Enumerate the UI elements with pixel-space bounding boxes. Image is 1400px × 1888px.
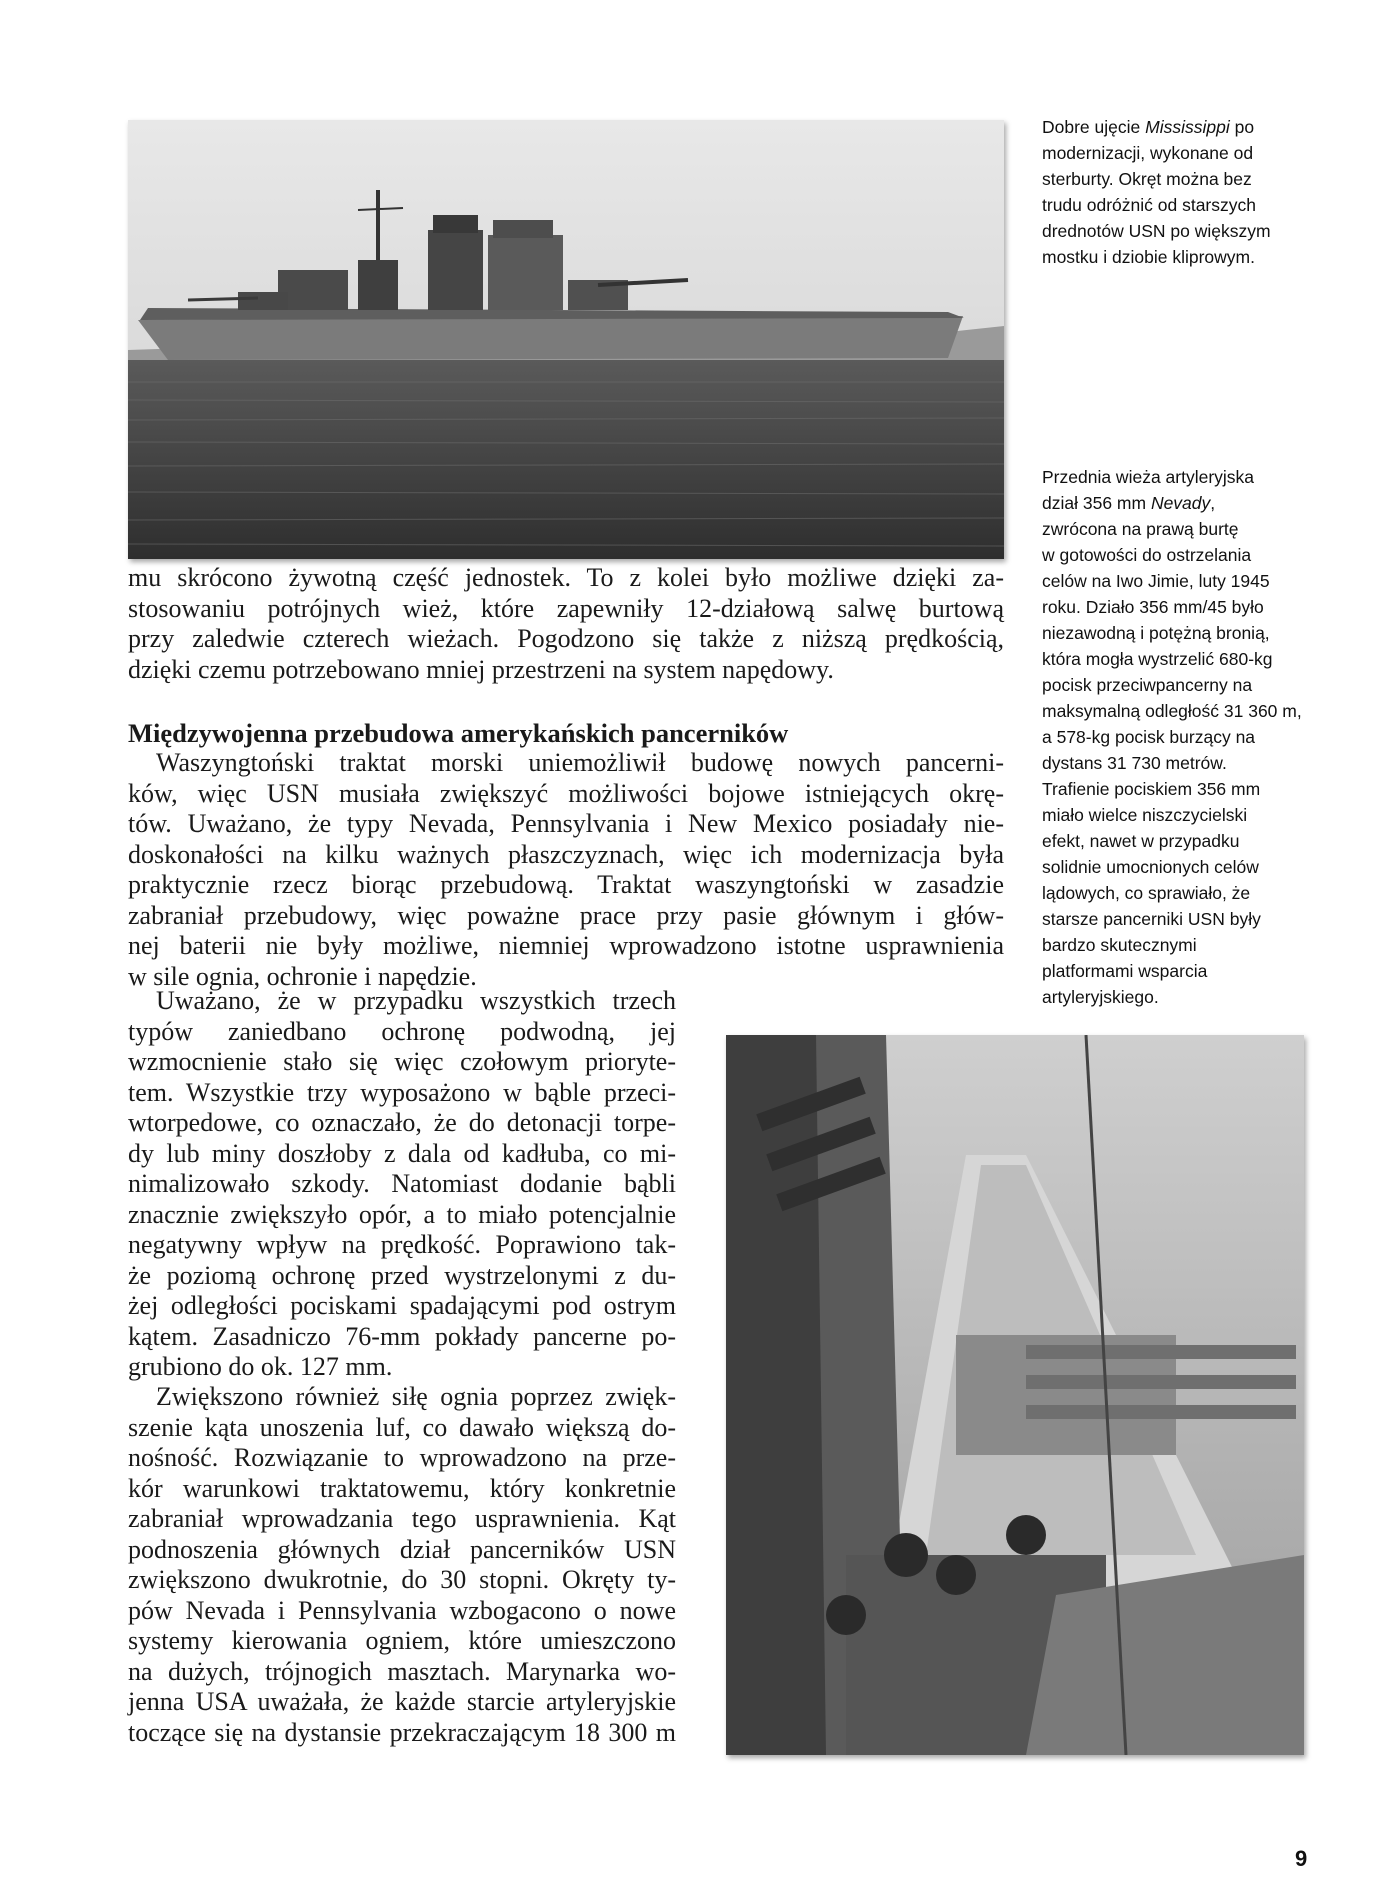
paragraph-continuation [128,563,1004,685]
text-line: ków, więc USN musiała zwiększyć możliwości bojowe istniejących okrę- [128,778,1004,808]
caption-line: Przednia wieża artyleryjska [1042,467,1255,487]
text-line: negatywny wpływ na prędkość. Poprawiono tak- [128,1230,676,1259]
caption-line: maksymalną odległość 31 360 m, [1042,701,1302,721]
page-number: 9 [1295,1846,1308,1871]
caption-line: trudu odróżnić od starszych [1042,195,1256,215]
text-line: praktycznie rzecz biorąc przebudową. Traktat waszyngtoński w zasadzie [128,870,1004,899]
caption-line: starsze pancerniki USN były [1042,909,1261,929]
text-line: tem. Wszystkie trzy wyposażono w bąble przeci- [128,1077,676,1107]
text-line: stosowaniu potrójnych wież, które zapewniły 12-działową salwę burtową [128,593,1004,623]
caption-line: platformami wsparcia [1042,961,1208,981]
text-line: wzmocnienie stało się więc czołowym prioryte- [128,1047,676,1076]
caption-line: dystans 31 730 metrów. [1042,753,1227,773]
text-line: Waszyngtoński traktat morski uniemożliwił budowę nowych pancerni- [156,748,1004,777]
caption-line: w gotowości do ostrzelania [1042,545,1252,565]
text-line: szenie kąta unoszenia luf, co dawało większą do- [128,1412,676,1442]
caption-line: zwrócona na prawą burtę [1042,519,1239,539]
text-line: znacznie zwiększyło opór, a to miało potencjalnie [128,1199,676,1229]
text-line: żej odległości pociskami spadającymi pod ostrym [128,1291,676,1320]
caption-line: efekt, nawet w przypadku [1042,831,1240,851]
text-line: jenna USA uważała, że każde starcie artyleryjskie [128,1687,676,1716]
caption-line: drednotów USN po większym [1042,221,1271,241]
caption-line: solidnie umocnionych celów [1042,857,1259,877]
text-line: kór warunkowi traktatowemu, który konkretnie [128,1473,676,1503]
caption-line: bardzo skutecznymi [1042,935,1197,955]
text-line: tów. Uważano, że typy Nevada, Pennsylvania i New Mexico posiadały nie- [128,809,1004,838]
text-line: doskonałości na kilku ważnych płaszczyznach, więc ich modernizacja była [128,839,1004,869]
section-heading: Międzywojenna przebudowa amerykańskich pancerników [128,718,789,748]
text-line: zwiększono dwukrotnie, do 30 stopni. Okręty ty- [128,1565,676,1594]
nevada-turret-photo [726,1035,1304,1755]
caption-line: Dobre ujęcie Mississippi po [1042,117,1255,137]
text-line: grubiono do ok. 127 mm. [128,1352,393,1381]
text-line: dzięki czemu potrzebowano mniej przestrzeni na system napędowy. [128,654,834,684]
text-line: zabraniał przebudowy, więc poważne prace przy pasie głównym i głów- [128,900,1004,930]
text-line: podnoszenia głównych dział pancerników USN [128,1534,676,1564]
text-line: nośność. Rozwiązanie to wprowadzono na prze- [128,1443,676,1472]
text-line: nej baterii nie były możliwe, niemniej wprowadzono istotne usprawnienia [128,931,1004,960]
paragraph-main [128,748,1004,992]
caption-line: lądowych, co sprawiało, że [1042,883,1251,903]
mississippi-photo [128,120,1004,559]
nevada-caption [1042,464,1332,1010]
caption-line: pocisk przeciwpancerny na [1042,675,1253,695]
caption-line: miało wielce niszczycielski [1042,805,1248,825]
caption-line: modernizacji, wykonane od [1042,143,1254,163]
caption-line: sterburty. Okręt można bez [1042,169,1252,189]
text-line: wtorpedowe, co oznaczało, że do detonacji torpe- [128,1108,676,1137]
text-line: kątem. Zasadniczo 76-mm pokłady pancerne po- [128,1321,676,1351]
text-line: mu skrócono żywotną część jednostek. To z kolei było możliwe dzięki za- [128,563,1004,592]
paragraph-firepower [128,1382,676,1748]
text-line: typów zaniedbano ochronę podwodną, jej [128,1016,676,1046]
caption-line: która mogła wystrzelić 680-kg [1042,649,1273,669]
mississippi-caption [1042,114,1282,270]
caption-line: dział 356 mm Nevady, [1042,493,1216,513]
caption-line: a 578-kg pocisk burzący na [1042,727,1256,747]
caption-line: celów na Iwo Jimie, luty 1945 [1042,571,1270,591]
caption-line: Trafienie pociskiem 356 mm [1042,779,1261,799]
caption-line: mostku i dziobie kliprowym. [1042,247,1255,267]
text-line: na dużych, trójnogich masztach. Marynarka wo- [128,1656,676,1686]
text-line: że poziomą ochronę przed wystrzelonymi z du- [128,1260,676,1290]
text-line: Zwiększono również siłę ognia poprzez zwięk- [156,1382,676,1411]
text-line: dy lub miny doszłoby z dala od kadłuba, co mi- [128,1138,676,1168]
text-line: pów Nevada i Pennsylvania wzbogacono o nowe [128,1595,676,1625]
text-line: przy zaledwie czterech wieżach. Pogodzono się także z niższą prędkością, [128,624,1004,653]
caption-line: niezawodną i potężną bronią, [1042,623,1270,643]
text-line: zabraniał wprowadzania tego usprawnienia. Kąt [128,1504,676,1533]
text-line: Uważano, że w przypadku wszystkich trzech [156,986,676,1015]
caption-line: roku. Działo 356 mm/45 było [1042,597,1264,617]
text-line: w sile ognia, ochronie i napędzie. [128,961,477,991]
caption-line: artyleryjskiego. [1042,987,1159,1007]
text-line: systemy kierowania ogniem, które umieszczono [128,1626,676,1655]
text-line: nimalizowało szkody. Natomiast dodanie bąbli [128,1169,676,1198]
paragraph-protection [128,986,676,1383]
text-line: toczące się na dystansie przekraczającym 18 300 m [128,1717,676,1747]
